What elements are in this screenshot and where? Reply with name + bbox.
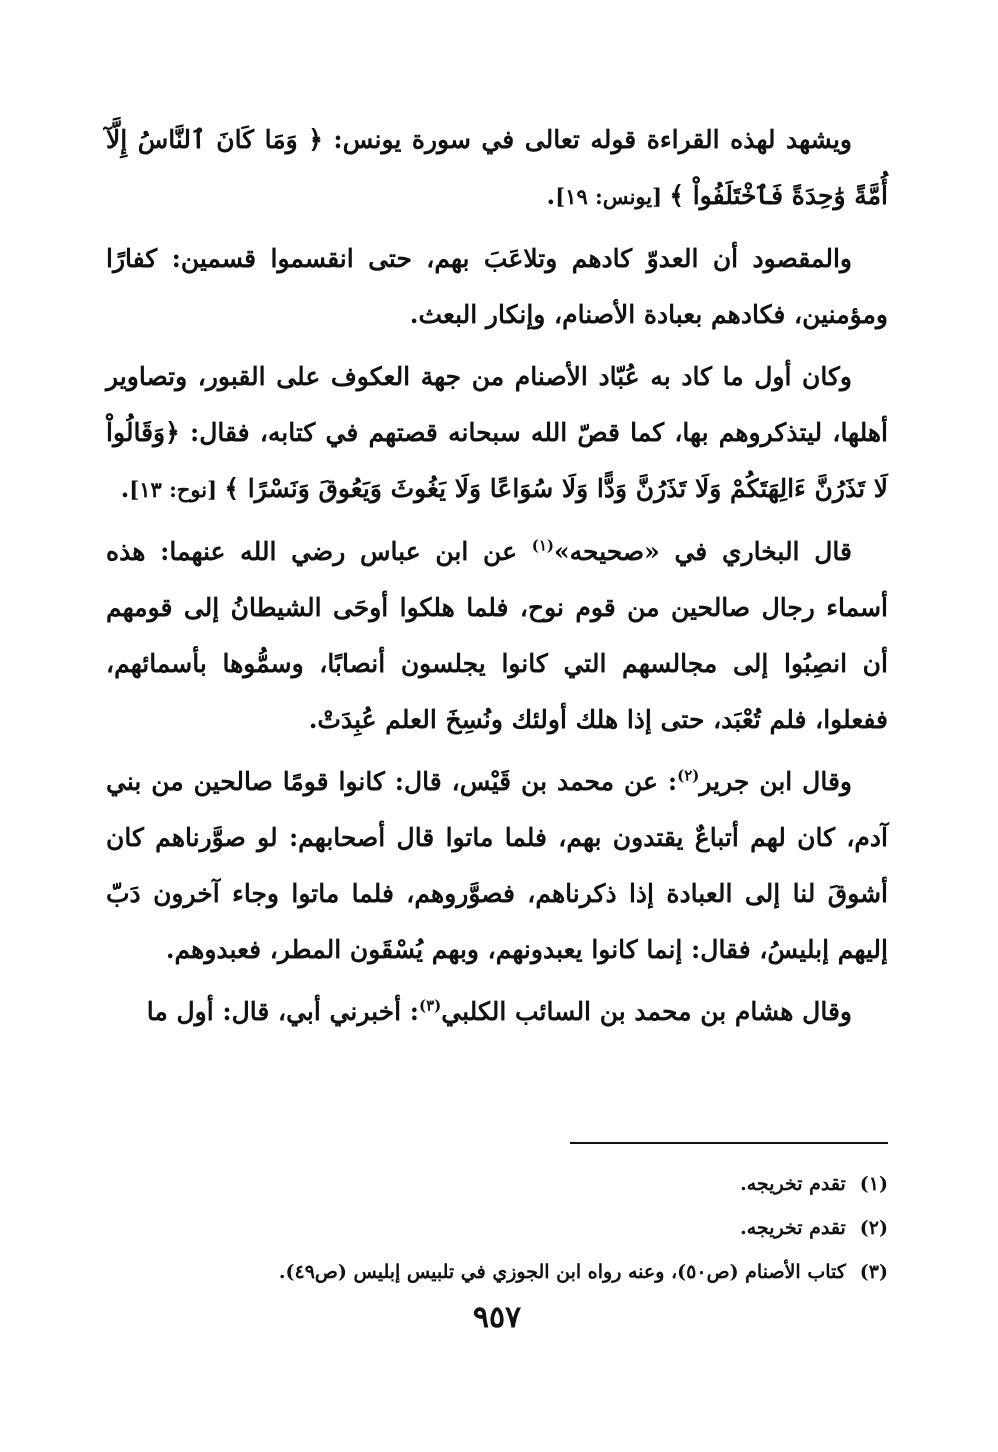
quran-verse: ﴿وَقَالُواْ لَا تَذَرُنَّ ءَالِهَتَكُمْ وَلَا تَذَرُنَّ وَدًّا وَلَا سُوَاعًا وَلَا يَغُوثَ وَيَعُوقَ وَنَسْرًا ﴾ bbox=[106, 418, 888, 503]
paragraph-text: قال البخاري في «صحيحه» bbox=[554, 537, 852, 566]
paragraph-text: ويشهد لهذه القراءة قوله تعالى في سورة يونس: bbox=[322, 125, 852, 154]
footnote-item bbox=[106, 1162, 888, 1206]
paragraph-bukhari bbox=[106, 524, 888, 748]
paragraph-hisham bbox=[106, 984, 888, 1040]
verse-reference: [يونس: ١٩] bbox=[555, 184, 670, 209]
paragraph-text: وكان أول ما كاد به عُبّاد الأصنام من جهة العكوف على القبور، وتصاوير أهلها، ليتذكروهم بها، كما قصّ الله سبحانه قصتهم في كتابه، فقال: bbox=[106, 362, 888, 447]
verse-reference: [نوح: ١٣] bbox=[129, 477, 225, 502]
paragraph-ibn-jarir bbox=[106, 754, 888, 978]
paragraph-yunus-verse bbox=[106, 112, 888, 225]
paragraph-enemy-plot bbox=[106, 231, 888, 343]
page-number: ٩٥٧ bbox=[472, 1300, 522, 1335]
footnote-text: تقدم تخريجه. bbox=[740, 1217, 846, 1239]
footnotes bbox=[106, 1162, 888, 1294]
footnote-marker: (٣) bbox=[419, 996, 442, 1015]
paragraph-text: : أخبرني أبي، قال: أول ما bbox=[146, 997, 419, 1026]
footnote-text: تقدم تخريجه. bbox=[740, 1173, 846, 1195]
footnote-divider bbox=[570, 1142, 888, 1144]
footnote-item bbox=[106, 1250, 888, 1294]
paragraph-text: والمقصود أن العدوّ كادهم وتلاعَبَ بهم، حتى انقسموا قسمين: كفارًا ومؤمنين، فكادهم بعبادة الأصنام، وإنكار البعث. bbox=[106, 244, 888, 329]
footnote-number: (٣) bbox=[859, 1261, 888, 1283]
paragraph-graves bbox=[106, 349, 888, 518]
paragraph-text: : عن محمد بن قَيْس، قال: كانوا قومًا صالحين من بني آدم، كان لهم أتباعٌ يقتدون بهم، فلما ماتوا قال أصحابهم: لو صوَّرناهم كان أشوقَ لنا إلى العبادة إذا ذكرناهم، فصوَّروهم، فلما ماتوا وجاء آخرون دَبّ إليهم إبليسُ، فقال: إنما كانوا يعبدونهم، وبهم يُسْقَون المطر، فعبدوهم. bbox=[106, 767, 888, 964]
punctuation: . bbox=[120, 474, 130, 503]
main-text bbox=[106, 112, 888, 1040]
footnote-item bbox=[106, 1206, 888, 1250]
paragraph-text: وقال ابن جرير bbox=[699, 767, 852, 796]
footnote-marker: (١) bbox=[531, 536, 555, 555]
book-page bbox=[106, 112, 888, 1342]
footnote-marker: (٢) bbox=[677, 766, 700, 785]
footnote-number: (٢) bbox=[859, 1217, 888, 1239]
footnote-number: (١) bbox=[859, 1173, 888, 1195]
punctuation: . bbox=[546, 181, 556, 210]
footnote-text: كتاب الأصنام (ص٥٠)، وعنه رواه ابن الجوزي في تلبيس إبليس (ص٤٩). bbox=[278, 1261, 846, 1283]
paragraph-text: عن ابن عباس رضي الله عنهما: هذه أسماء رجال صالحين من قوم نوح، فلما هلكوا أوحَى الشيطانُ إلى قومهم أن انصِبُوا إلى مجالسهم التي كانوا يجلسون أنصابًا، وسمُّوها بأسمائهم، ففعلوا، فلم تُعْبَد، حتى إذا هلك أولئك ونُسِخَ العلم عُبِدَتْ. bbox=[106, 537, 888, 734]
quran-verse: ﴿ وَمَا كَانَ ٱلنَّاسُ إِلَّآ أُمَّةً وَٰحِدَةً فَٱخْتَلَفُواْ ﴾ bbox=[106, 125, 888, 210]
paragraph-text: وقال هشام بن محمد بن السائب الكلبي bbox=[441, 997, 852, 1026]
